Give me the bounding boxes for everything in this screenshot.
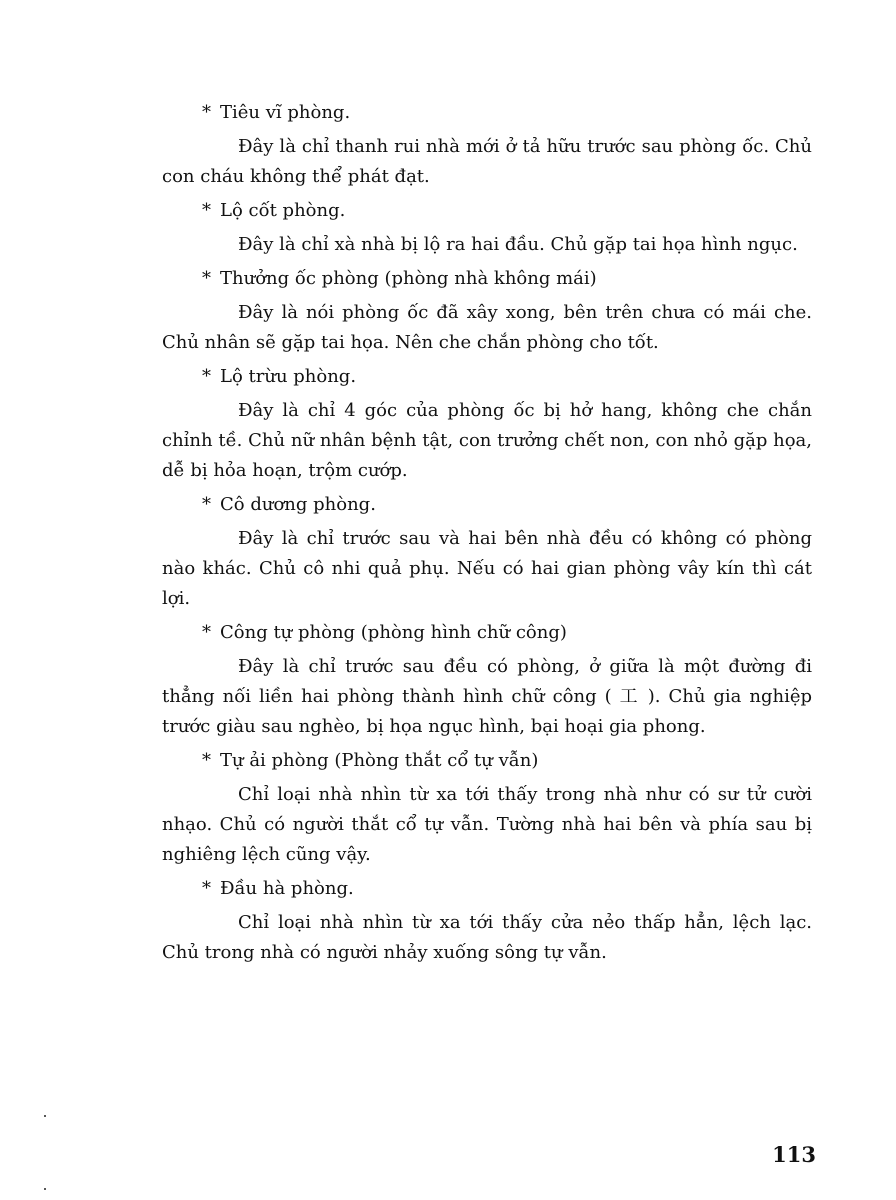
scan-speck (44, 1188, 46, 1190)
section-heading (162, 490, 812, 520)
section-body: Chỉ loại nhà nhìn từ xa tới thấy trong nhà như có sư tử cười nhạo. Chủ có người thắt cổ tự vẫn. Tường nhà hai bên và phía sau bị nghiêng lệch cũng vậy. (162, 784, 812, 865)
section-heading (162, 618, 812, 648)
heading-text: Đầu hà phòng. (220, 878, 354, 899)
scan-speck (44, 1115, 46, 1117)
heading-text: Lộ cốt phòng. (220, 200, 346, 221)
heading-text: Lộ trừu phòng. (220, 366, 357, 387)
heading-text: Thưởng ốc phòng (phòng nhà không mái) (220, 268, 597, 289)
heading-text: Công tự phòng (phòng hình chữ công) (220, 622, 567, 643)
bullet-star: * (202, 878, 211, 899)
heading-text: Tự ải phòng (Phòng thắt cổ tự vẫn) (220, 750, 539, 771)
bullet-star: * (202, 102, 211, 123)
heading-text: Tiêu vĩ phòng. (220, 102, 351, 123)
section-heading (162, 362, 812, 392)
section-body: Đây là chỉ trước sau đều có phòng, ở giữa là một đường đi thẳng nối liền hai phòng thành hình chữ công ( 工 ). Chủ gia nghiệp trước giàu sau nghèo, bị họa ngục hình, bại hoại gia phong. (162, 656, 812, 737)
page-number: 113 (772, 1142, 816, 1167)
bullet-star: * (202, 268, 211, 289)
section-body: Đây là chỉ xà nhà bị lộ ra hai đầu. Chủ gặp tai họa hình ngục. (238, 234, 798, 255)
page-text (162, 98, 812, 968)
section-heading (162, 264, 812, 294)
bullet-star: * (202, 494, 211, 515)
section-body: Đây là nói phòng ốc đã xây xong, bên trên chưa có mái che. Chủ nhân sẽ gặp tai họa. Nên che chắn phòng cho tốt. (162, 302, 812, 353)
section-heading (162, 874, 812, 904)
bullet-star: * (202, 750, 211, 771)
section-body: Đây là chỉ trước sau và hai bên nhà đều có không có phòng nào khác. Chủ cô nhi quả phụ. Nếu có hai gian phòng vây kín thì cát lợi. (162, 528, 812, 609)
bullet-star: * (202, 622, 211, 643)
section-heading (162, 196, 812, 226)
section-body: Đây là chỉ thanh rui nhà mới ở tả hữu trước sau phòng ốc. Chủ con cháu không thể phát đạt. (162, 136, 812, 187)
heading-text: Cô dương phòng. (220, 494, 376, 515)
section-heading (162, 98, 812, 128)
section-heading (162, 746, 812, 776)
bullet-star: * (202, 200, 211, 221)
bullet-star: * (202, 366, 211, 387)
section-body: Chỉ loại nhà nhìn từ xa tới thấy cửa nẻo thấp hẳn, lệch lạc. Chủ trong nhà có người nhảy xuống sông tự vẫn. (162, 912, 812, 963)
section-body: Đây là chỉ 4 góc của phòng ốc bị hở hang, không che chắn chỉnh tề. Chủ nữ nhân bệnh tật, con trưởng chết non, con nhỏ gặp họa, dễ bị hỏa hoạn, trộm cướp. (162, 400, 812, 481)
